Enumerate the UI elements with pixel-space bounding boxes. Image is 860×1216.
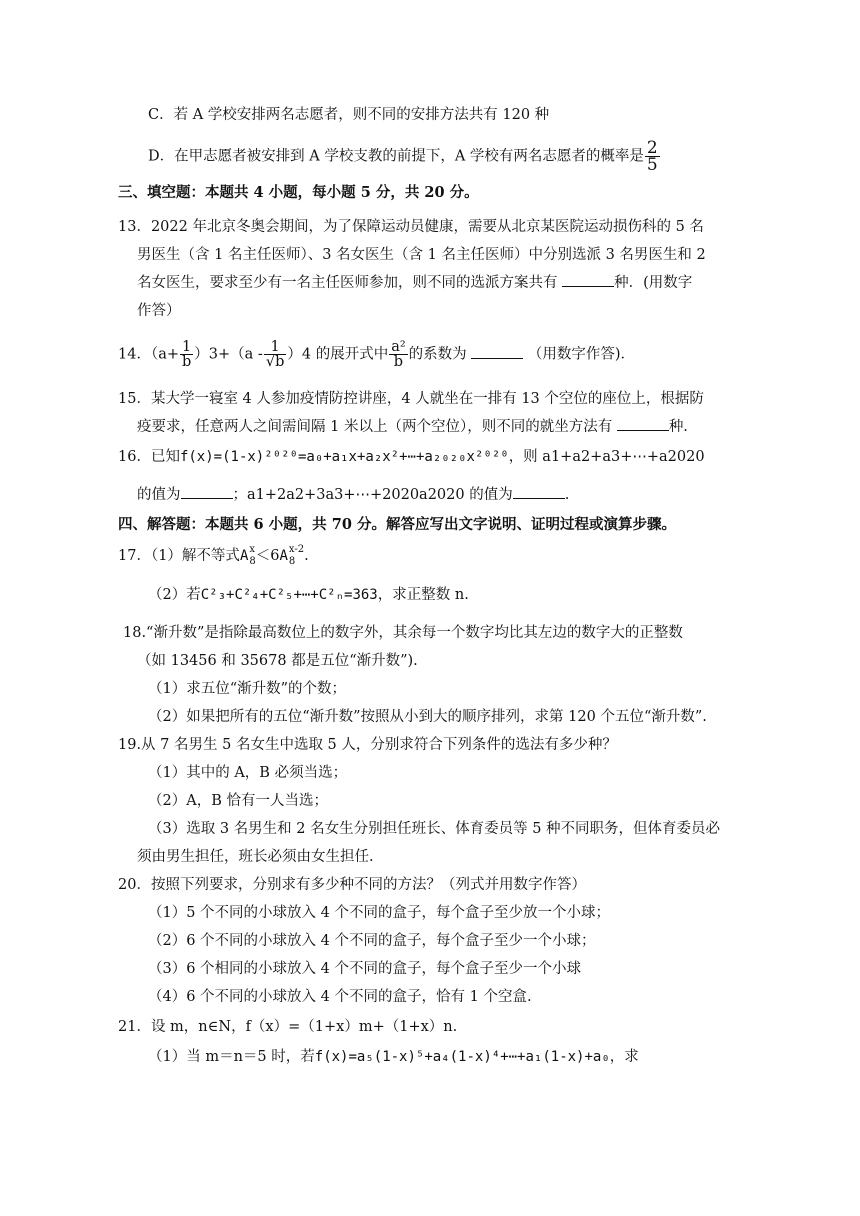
q18-line-3: （1）求五位“渐升数”的个数； — [148, 681, 347, 697]
q16-line-2: 的值为 ；a1+2a2+3a3+⋯+2020a2020 的值为 . — [137, 484, 569, 506]
section-3-title: 三、填空题：本题共 4 小题，每小题 5 分，共 20 分。 — [118, 184, 479, 201]
q17-combination-formula: C²₃+C²₄+C²₅+⋯+C²ₙ=363 — [200, 587, 378, 603]
q15-line-1: 15．某大学一寝室 4 人参加疫情防控讲座，4 人就坐在一排有 13 个空位的座位上，根据防 — [118, 391, 704, 407]
q13-line-2: 男医生（含 1 名主任医师）、3 名女医生（含 1 名主任医师）中分别选派 3 名男医生和 2 — [137, 247, 706, 263]
q19-line-3: （2）A，B 恰有一人当选； — [148, 793, 328, 809]
q13-line-1: 13．2022 年北京冬奥会期间，为了保障运动员健康，需要从北京某医院运动损伤科的 5 名 — [118, 219, 704, 235]
q18-line-1: 18.“渐升数”是指除最高数位上的数字外，其余每一个数字均比其左边的数字大的正整数 — [123, 625, 683, 641]
q18-line-4: （2）如果把所有的五位“渐升数”按照从小到大的顺序排列，求第 120 个五位“渐升数”. — [148, 709, 707, 725]
q20-line-5: （4）6 个不同的小球放入 4 个不同的盒子，恰有 1 个空盒. — [148, 989, 532, 1005]
q14-fraction-1-over-sqrt-b: $\frac{1}{√b}$ — [265, 339, 285, 370]
q12-option-d-text: D．在甲志愿者被安排到 A 学校支教的前提下，A 学校有两名志愿者的概率是 — [148, 148, 644, 165]
q14-answer-blank[interactable] — [471, 344, 523, 359]
q19-line-1: 19.从 7 名男生 5 名女生中选取 5 人，分别求符合下列条件的选法有多少种？ — [118, 737, 617, 753]
q19-line-4: （3）选取 3 名男生和 2 名女生分别担任班长、体育委员等 5 种不同职务，但体育委员必 — [148, 821, 721, 837]
q20-line-3: （2）6 个不同的小球放入 4 个不同的盒子，每个盒子至少一个小球； — [148, 933, 596, 949]
q20-line-4: （3）6 个相同的小球放入 4 个不同的盒子，每个盒子至少一个小球 — [148, 961, 582, 977]
q16-line-1: 16．已知f(x)=(1-x)²⁰²⁰=a₀+a₁x+a₂x²+⋯+a₂₀₂₀x²⁰²⁰，则 a1+a2+a3+⋯+a2020 — [118, 449, 705, 465]
q13-answer-blank[interactable] — [562, 272, 614, 287]
q17-a-indices-1: x 8 — [249, 544, 256, 567]
q21-formula: f(x)=a₅(1-x)⁵+a₄(1-x)⁴+⋯+a₁(1-x)+a₀ — [314, 1049, 610, 1065]
q17-line-1: 17．（1）解不等式A x 8 ＜6A x-2 8 . — [118, 544, 309, 567]
q20-line-1: 20．按照下列要求，分别求有多少种不同的方法？（列式并用数字作答） — [118, 877, 586, 893]
q17-line-2: （2）若C²₃+C²₄+C²₅+⋯+C²ₙ=363，求正整数 n. — [148, 587, 469, 603]
q12-option-d — [148, 140, 661, 173]
q12-option-d-fraction: $\frac{2}{5}$ — [646, 138, 658, 175]
q12-option-c: C．若 A 学校安排两名志愿者，则不同的安排方法共有 120 种 — [148, 107, 550, 123]
q21-line-1: 21．设 m，n∈N，f（x）=（1+x）m+（1+x）n. — [118, 1019, 458, 1035]
q16-formula: f(x)=(1-x)²⁰²⁰=a₀+a₁x+a₂x²+⋯+a₂₀₂₀x²⁰²⁰ — [179, 449, 509, 465]
q19-line-2: （1）其中的 A，B 必须当选； — [148, 765, 348, 781]
q21-line-2: （1）当 m＝n＝5 时，若f(x)=a₅(1-x)⁵+a₄(1-x)⁴+⋯+a₁(1-x)+a₀，求 — [148, 1049, 639, 1065]
section-4-title: 四、解答题：本题共 6 小题，共 70 分。解答应写出文字说明、证明过程或演算步骤。 — [118, 516, 676, 533]
q14-line: 14．（a+ $\frac{1}{b}$ ）3+（a - $\frac{1}{√b}$ ）4 的展开式中 $\frac{\text{a²}}{b}$ 的系数为 （用数字作答)． — [118, 339, 636, 370]
q16-answer-blank-1[interactable] — [181, 484, 233, 499]
q14-fraction-1-over-b: $\frac{1}{b}$ — [182, 339, 192, 370]
q19-line-5: 须由男生担任，班长必须由女生担任. — [137, 849, 374, 865]
q17-a-indices-2: x-2 8 — [288, 544, 305, 567]
q20-line-2: （1）5 个不同的小球放入 4 个不同的盒子，每个盒子至少放一个小球； — [148, 905, 611, 921]
q15-answer-blank[interactable] — [617, 416, 669, 431]
q16-answer-blank-2[interactable] — [513, 484, 565, 499]
q15-line-2: 疫要求，任意两人之间需间隔 1 米以上（两个空位），则不同的就坐方法有 种. — [137, 416, 688, 438]
q13-line-3: 名女医生，要求至少有一名主任医师参加，则不同的选派方案共有 种．(用数字 — [137, 272, 692, 294]
q18-line-2: （如 13456 和 35678 都是五位“渐升数”). — [137, 653, 418, 669]
q13-line-4: 作答） — [137, 303, 181, 319]
q14-fraction-a2-over-b: $\frac{\text{a²}}{b}$ — [391, 339, 406, 370]
